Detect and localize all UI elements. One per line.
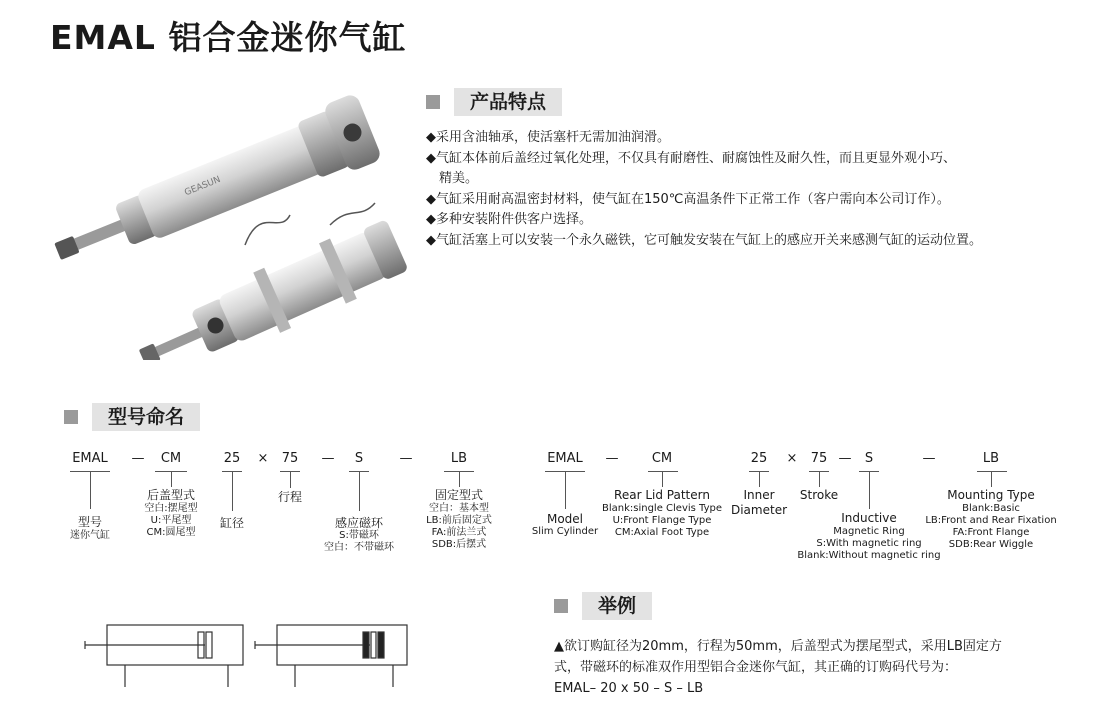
magnet-title-en: Inductive <box>841 511 897 525</box>
mount-item-en: FA:Front Flange <box>952 527 1030 538</box>
code-dash: — <box>131 451 145 466</box>
bore-title-cn: 缸径 <box>219 516 245 530</box>
feature-bullet: ◆气缸采用耐高温密封材料，使气缸在150℃高温条件下正常工作（客户需向本公司订作）。 <box>426 191 950 207</box>
code-magnet: S <box>354 451 364 466</box>
feature-bullet: ◆采用含油轴承，使活塞杆无需加油润滑。 <box>426 130 670 145</box>
section-square-icon <box>426 95 440 109</box>
mount-item-en: LB:Front and Rear Fixation <box>925 515 1057 526</box>
mount-item-cn: LB:前后固定式 <box>426 515 492 526</box>
stroke-title-en: Stroke <box>799 488 839 502</box>
magnet-item-en: Magnetic Ring <box>833 526 905 537</box>
mount-item-en: Blank:Basic <box>962 503 1020 514</box>
magnet-item-en: Blank:Without magnetic ring <box>797 550 941 561</box>
code-dash: — <box>321 451 335 466</box>
features-list <box>426 128 982 251</box>
code-rear: CM <box>160 451 182 466</box>
page-title: EMAL 铝合金迷你气缸 <box>50 18 407 57</box>
rear-item-en: Blank:single Clevis Type <box>601 503 723 514</box>
code-mount: LB <box>450 451 468 466</box>
example-order-code: EMAL– 20 x 50 – S – LB <box>554 681 704 696</box>
bore-title-en: Diameter <box>730 503 788 517</box>
code-dash: — <box>605 451 619 466</box>
rear-item-cn: CM:圆尾型 <box>146 527 196 538</box>
cylinder-lower <box>129 214 410 360</box>
feature-bullet: 精美。 <box>439 171 479 186</box>
rear-item-en: U:Front Flange Type <box>612 515 712 526</box>
feature-bullet: ◆气缸本体前后盖经过氧化处理，不仅具有耐磨性、耐腐蚀性及耐久性，而且更显外观小巧、 <box>426 150 956 166</box>
example-line: ▲欲订购缸径为20mm，行程为50mm，后盖型式为摆尾型式，采用LB固定方 <box>554 639 1002 654</box>
magnet-item-cn: 空白：不带磁环 <box>324 542 394 553</box>
code-times: × <box>257 451 269 466</box>
magnet-item-cn: S:带磁环 <box>339 530 379 541</box>
feature-bullet: ◆多种安装附件供客户选择。 <box>426 212 592 227</box>
code-model: EMAL <box>72 451 108 466</box>
mount-item-cn: SDB:后摆式 <box>431 539 487 550</box>
bore-title-en: Inner <box>743 488 775 502</box>
model-heading: 型号命名 <box>92 403 200 431</box>
code-rear: CM <box>651 451 673 466</box>
cylinder-drawings <box>80 615 420 690</box>
features-heading: 产品特点 <box>454 88 562 116</box>
code-model: EMAL <box>547 451 583 466</box>
mount-title-cn: 固定型式 <box>434 488 484 502</box>
cylinder-drawing-magnetic <box>255 625 407 687</box>
model-sub-en: Slim Cylinder <box>531 526 599 537</box>
stroke-title-cn: 行程 <box>277 490 303 504</box>
brand-logo-text: GEASUN <box>183 174 223 199</box>
magnet-title-cn: 感应磁环 <box>334 516 384 530</box>
feature-bullet: ◆气缸活塞上可以安装一个永久磁铁，它可触发安装在气缸上的感应开关来感测气缸的运动位置。 <box>426 232 982 248</box>
product-photo <box>30 85 410 360</box>
code-stroke: 75 <box>810 451 828 466</box>
code-bore: 25 <box>223 451 241 466</box>
rear-title-en: Rear Lid Pattern <box>614 488 710 502</box>
mount-item-cn: 空白：基本型 <box>429 503 489 514</box>
cylinder-drawing-basic <box>85 625 243 687</box>
code-mount: LB <box>982 451 1000 466</box>
model-title-cn: 型号 <box>77 515 103 529</box>
rear-item-cn: U:平尾型 <box>150 515 192 526</box>
code-stroke: 75 <box>281 451 299 466</box>
mount-item-en: SDB:Rear Wiggle <box>948 539 1034 550</box>
section-square-icon <box>64 410 78 424</box>
code-dash: — <box>838 451 852 466</box>
example-heading: 举例 <box>582 592 652 620</box>
model-sub-cn: 迷你气缸 <box>70 530 110 541</box>
mount-item-cn: FA:前法兰式 <box>431 527 487 538</box>
code-bore: 25 <box>750 451 768 466</box>
model-title-en: Model <box>546 512 584 526</box>
code-dash: — <box>399 451 413 466</box>
mount-title-en: Mounting Type <box>947 488 1035 502</box>
rear-title-cn: 后盖型式 <box>146 488 196 502</box>
code-dash: — <box>922 451 936 466</box>
section-square-icon <box>554 599 568 613</box>
code-magnet: S <box>864 451 874 466</box>
magnet-item-en: S:With magnetic ring <box>816 538 922 549</box>
rear-item-en: CM:Axial Foot Type <box>614 527 710 538</box>
example-text <box>554 636 1002 699</box>
rear-item-cn: 空白:摆尾型 <box>144 503 198 514</box>
example-line: 式，带磁环的标准双作用型铝合金迷你气缸，其正确的订购码代号为： <box>554 660 958 675</box>
code-times: × <box>786 451 798 466</box>
